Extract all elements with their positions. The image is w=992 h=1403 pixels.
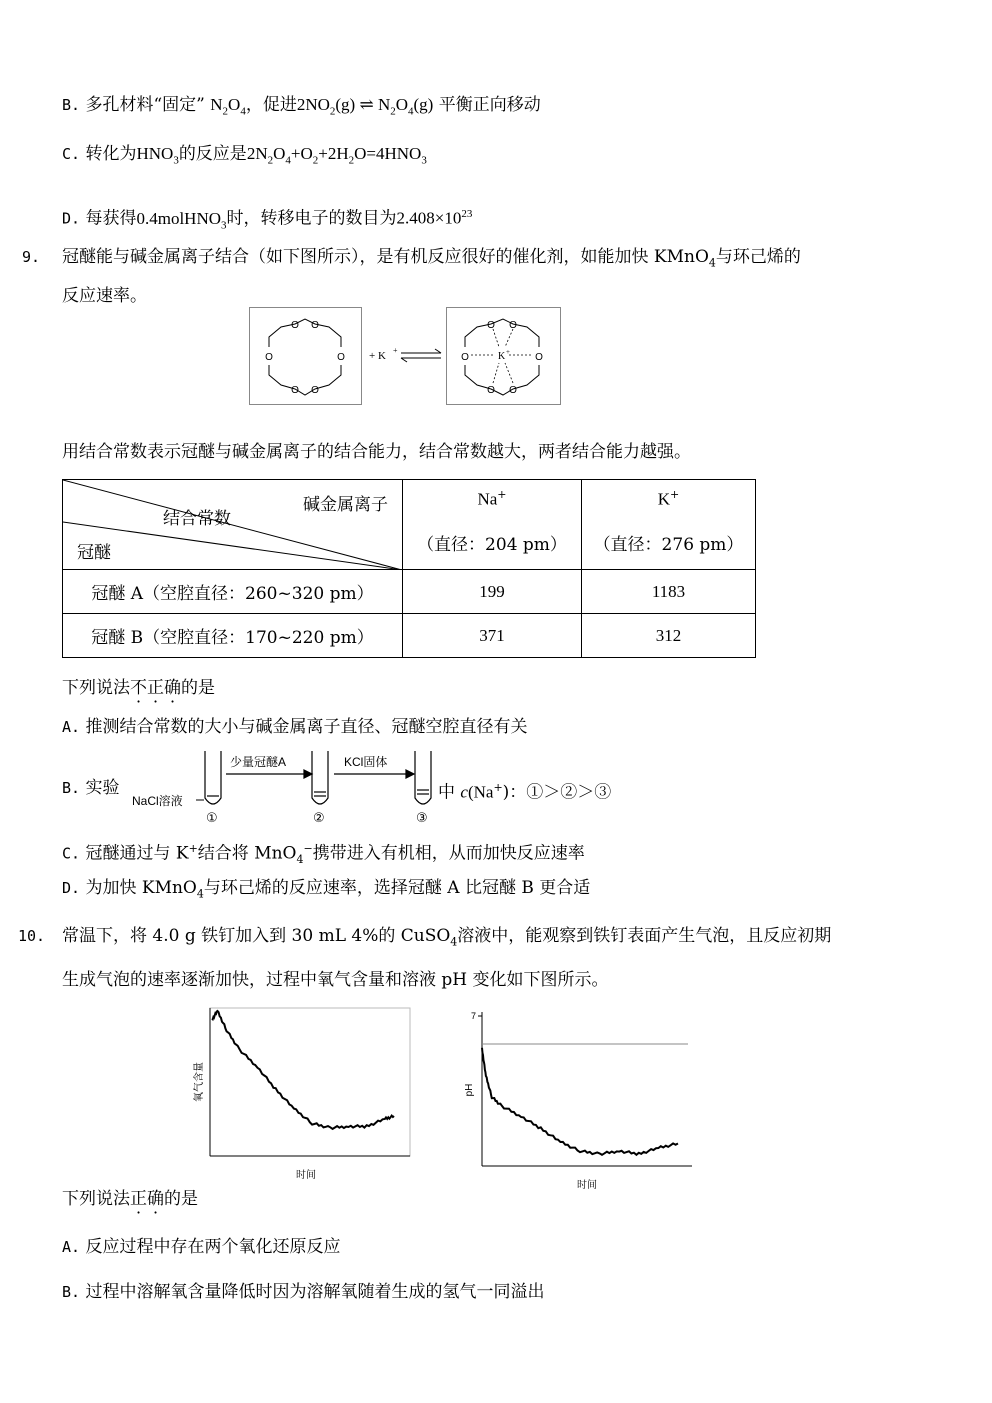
y-axis-label: 氧气含量 xyxy=(194,1062,205,1102)
ph-series-line xyxy=(482,1048,678,1155)
q9-intro: 用结合常数表示冠醚与碱金属离子的结合能力，结合常数越大，两者结合能力越强。 xyxy=(62,442,691,462)
arrow-1-label: 少量冠醚A xyxy=(230,755,287,769)
q9-option-d: D. 为加快 KMnO$_4$与环己烯的反应速率，选择冠醚 A 比冠醚 B 更合适 xyxy=(62,878,591,901)
q8-option-d: D. 每获得0.4molHNO$_3$时，转移电子的数目为$2.408\times 10^{23}$ xyxy=(62,208,473,232)
header-constant-label: 结合常数 xyxy=(163,509,231,529)
q8-option-b: B. 多孔材料“固定” $N_2O_4$，促进$2NO_2(g)$ ⇌ $N_2O_4(g)$ 平衡正向移动 xyxy=(62,95,541,118)
table-cell: 1183 xyxy=(582,570,756,614)
oxygen-atom: O xyxy=(311,320,319,331)
column-header-k: K+ （直径：276 pm） xyxy=(582,480,756,570)
q9-stem-line2: 反应速率。 xyxy=(62,286,147,306)
q9-option-a: A. 推测结合常数的大小与碱金属离子直径、冠醚空腔直径有关 xyxy=(62,717,528,737)
x-axis-label: 时间 xyxy=(296,1170,316,1181)
nacl-solution-label: NaCl溶液 xyxy=(132,794,183,808)
crown-ether-diagram xyxy=(249,307,561,405)
x-axis-label: 时间 xyxy=(577,1180,597,1191)
oxygen-atom: O xyxy=(291,320,299,331)
q10-question: 下列说法正确的是 xyxy=(62,1189,198,1209)
table-row xyxy=(63,570,756,614)
oxygen-atom: O xyxy=(487,385,495,396)
q9-option-c: C. 冠醚通过与 K+结合将 MnO$_4$−携带进入有机相，从而加快反应速率 xyxy=(62,842,585,867)
row-label: 冠醚 B（空腔直径：170~220 pm） xyxy=(63,614,403,658)
oxygen-atom: O xyxy=(509,320,517,331)
header-ion-label: 碱金属离子 xyxy=(303,495,388,515)
tube-3-label: ③ xyxy=(416,811,428,824)
y-axis-label: pH xyxy=(464,1083,475,1097)
q9-question: 下列说法不正确的是 xyxy=(62,678,215,698)
table-cell: 312 xyxy=(582,614,756,658)
column-header-na: Na+ （直径：204 pm） xyxy=(403,480,582,570)
plus-potassium: + K xyxy=(369,350,386,362)
tube-1-label: ① xyxy=(206,811,218,824)
oxygen-atom: O xyxy=(461,352,469,363)
reaction-equation: $2N_2O_4+O_2+2H_2O=4HNO_3$ xyxy=(246,144,427,167)
potassium-center-charge: + xyxy=(506,348,510,356)
potassium-center: K xyxy=(498,351,506,362)
oxygen-content-chart xyxy=(190,1000,420,1188)
ph-chart xyxy=(460,1004,696,1196)
y-tick-label: 7 xyxy=(470,1011,476,1021)
test-tube-2 xyxy=(312,751,328,804)
oxygen-atom: O xyxy=(535,352,543,363)
hno3-formula: $HNO_3$ xyxy=(136,144,179,167)
plus-potassium-charge: + xyxy=(393,346,398,355)
table-row xyxy=(63,614,756,658)
q10-stem-line1: 常温下，将 4.0 g 铁钉加入到 30 mL 4%的 CuSO$_4$溶液中，能观察到铁钉表面产生气泡，且反应初期 xyxy=(62,926,832,949)
binding-constant-table xyxy=(62,479,756,658)
amount-formula: 0.4molHNO$_3$ xyxy=(136,208,227,232)
arrow-1-icon xyxy=(226,770,312,778)
equilibrium-equation: $2NO_2(g)$ ⇌ $N_2O_4(g)$ xyxy=(296,95,434,118)
tube-2-label: ② xyxy=(313,811,325,824)
table-cell: 371 xyxy=(403,614,582,658)
oxygen-atom: O xyxy=(291,385,299,396)
test-tube-experiment xyxy=(130,746,440,824)
arrow-2-label: KCl固体 xyxy=(344,755,388,769)
q10-option-b: B. 过程中溶解氧含量降低时因为溶解氧随着生成的氢气一同溢出 xyxy=(62,1282,545,1302)
q9-option-b-conclusion: 中 c(Na+)：①＞②＞③ xyxy=(438,781,612,803)
test-tube-3 xyxy=(415,751,431,804)
arrow-2-icon xyxy=(334,770,414,778)
q9-option-b-prefix: B. 实验 xyxy=(62,778,120,798)
oxygen-atom: O xyxy=(509,385,517,396)
q10-stem-line2: 生成气泡的速率逐渐加快，过程中氧气含量和溶液 pH 变化如下图所示。 xyxy=(62,970,609,990)
table-header-diagonal-cell xyxy=(63,480,403,570)
table-cell: 199 xyxy=(403,570,582,614)
q9-number: 9. xyxy=(22,248,41,266)
row-label: 冠醚 A（空腔直径：260~320 pm） xyxy=(63,570,403,614)
oxygen-series-line xyxy=(212,1011,394,1129)
q10-option-a: A. 反应过程中存在两个氧化还原反应 xyxy=(62,1237,341,1257)
equilibrium-arrows-icon xyxy=(401,349,441,362)
oxygen-atom: O xyxy=(337,352,345,363)
q10-number: 10. xyxy=(18,927,46,945)
plot-frame xyxy=(210,1008,410,1156)
free-crown-ether-ring xyxy=(269,319,341,395)
oxygen-atom: O xyxy=(311,385,319,396)
oxygen-atom: O xyxy=(265,352,273,363)
n2o4-formula: $N_2O_4$ xyxy=(210,95,246,118)
header-ether-label: 冠醚 xyxy=(77,543,111,563)
oxygen-atom: O xyxy=(487,320,495,331)
test-tube-1 xyxy=(205,751,221,804)
q8-option-c: C. 转化为$HNO_3$的反应是$2N_2O_4+O_2+2H_2O=4HNO_3$ xyxy=(62,144,427,167)
q9-stem-line1: 冠醚能与碱金属离子结合（如下图所示），是有机反应很好的催化剂，如能加快 KMnO$_4$与环己烯的 xyxy=(62,247,801,270)
